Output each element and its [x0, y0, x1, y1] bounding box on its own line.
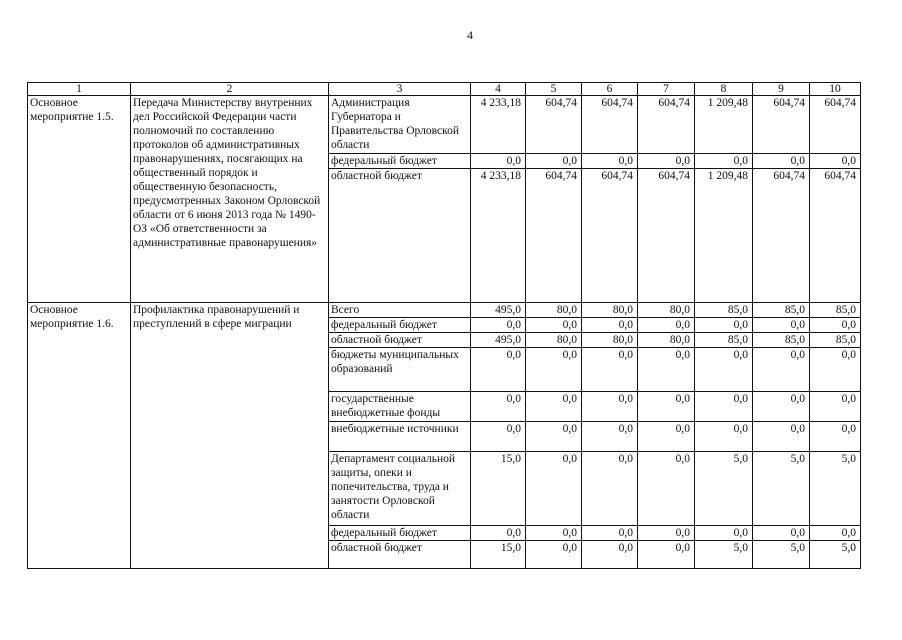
value-cell: 0,0: [695, 392, 753, 422]
value-cell: 0,0: [471, 348, 526, 392]
value-cell: 0,0: [471, 154, 526, 169]
funding-source: областной бюджет: [329, 541, 471, 569]
value-cell: 4 233,18: [471, 96, 526, 154]
table-row: [28, 303, 861, 318]
value-cell: 80,0: [638, 333, 695, 348]
value-cell: 0,0: [526, 318, 582, 333]
value-cell: 0,0: [638, 392, 695, 422]
value-cell: 0,0: [810, 318, 861, 333]
funding-source: Всего: [329, 303, 471, 318]
value-cell: 85,0: [695, 303, 753, 318]
value-cell: 0,0: [582, 452, 638, 526]
value-cell: 0,0: [526, 154, 582, 169]
value-cell: 604,74: [753, 96, 810, 154]
value-cell: 0,0: [638, 154, 695, 169]
header-cell: 5: [526, 83, 582, 96]
funding-source: областной бюджет: [329, 333, 471, 348]
value-cell: 0,0: [582, 348, 638, 392]
value-cell: 1 209,48: [695, 96, 753, 154]
value-cell: 80,0: [638, 303, 695, 318]
value-cell: 0,0: [582, 392, 638, 422]
value-cell: 0,0: [582, 541, 638, 569]
value-cell: 80,0: [582, 303, 638, 318]
value-cell: 0,0: [526, 541, 582, 569]
value-cell: 5,0: [810, 452, 861, 526]
header-cell: 4: [471, 83, 526, 96]
value-cell: 0,0: [695, 318, 753, 333]
table-row: [28, 96, 861, 154]
value-cell: 0,0: [810, 154, 861, 169]
header-cell: 6: [582, 83, 638, 96]
value-cell: 5,0: [695, 452, 753, 526]
header-cell: 7: [638, 83, 695, 96]
value-cell: 0,0: [471, 526, 526, 541]
value-cell: 1 209,48: [695, 169, 753, 303]
value-cell: 0,0: [526, 348, 582, 392]
value-cell: 0,0: [471, 392, 526, 422]
measure-label: Основное мероприятие 1.5.: [28, 96, 131, 303]
value-cell: 0,0: [753, 526, 810, 541]
funding-source: Администрация Губернатора и Правительства Орловской области: [329, 96, 471, 154]
header-cell: 8: [695, 83, 753, 96]
measure-description: Передача Министерству внутренних дел Российской Федерации части полномочий по составлению протоколов об административных правонарушениях, посягающих на общественный порядок и общественную безопасность, предусмотренных Законом Орловской области от 6 июня 2013 года № 1490-ОЗ «Об ответственности за административные правонарушения»: [131, 96, 329, 303]
value-cell: 0,0: [810, 422, 861, 452]
value-cell: 0,0: [695, 154, 753, 169]
funding-source: внебюджетные источники: [329, 422, 471, 452]
value-cell: 604,74: [810, 169, 861, 303]
value-cell: 0,0: [638, 526, 695, 541]
funding-source: областной бюджет: [329, 169, 471, 303]
value-cell: 0,0: [526, 452, 582, 526]
value-cell: 15,0: [471, 541, 526, 569]
header-cell: 10: [810, 83, 861, 96]
value-cell: 604,74: [753, 169, 810, 303]
value-cell: 604,74: [526, 96, 582, 154]
value-cell: 0,0: [638, 348, 695, 392]
header-row: [28, 83, 861, 96]
value-cell: 15,0: [471, 452, 526, 526]
value-cell: 0,0: [582, 318, 638, 333]
value-cell: 0,0: [695, 422, 753, 452]
value-cell: 85,0: [753, 303, 810, 318]
value-cell: 85,0: [753, 333, 810, 348]
value-cell: 0,0: [810, 526, 861, 541]
value-cell: 85,0: [810, 303, 861, 318]
budget-table: [27, 82, 861, 569]
funding-source: федеральный бюджет: [329, 526, 471, 541]
measure-description: Профилактика правонарушений и преступлений в сфере миграции: [131, 303, 329, 569]
value-cell: 5,0: [753, 452, 810, 526]
funding-source: бюджеты муниципальных образований: [329, 348, 471, 392]
value-cell: 5,0: [753, 541, 810, 569]
page-number: 4: [467, 28, 473, 42]
header-cell: 3: [329, 83, 471, 96]
value-cell: 85,0: [695, 333, 753, 348]
value-cell: 5,0: [695, 541, 753, 569]
header-cell: 1: [28, 83, 131, 96]
funding-source: государственные внебюджетные фонды: [329, 392, 471, 422]
value-cell: 604,74: [810, 96, 861, 154]
value-cell: 0,0: [753, 422, 810, 452]
value-cell: 604,74: [526, 169, 582, 303]
measure-label: Основное мероприятие 1.6.: [28, 303, 131, 569]
value-cell: 0,0: [526, 526, 582, 541]
header-cell: 2: [131, 83, 329, 96]
value-cell: 0,0: [753, 392, 810, 422]
value-cell: 0,0: [471, 422, 526, 452]
value-cell: 80,0: [526, 303, 582, 318]
value-cell: 0,0: [471, 318, 526, 333]
value-cell: 85,0: [810, 333, 861, 348]
value-cell: 0,0: [638, 452, 695, 526]
value-cell: 0,0: [526, 422, 582, 452]
value-cell: 0,0: [753, 348, 810, 392]
value-cell: 0,0: [753, 318, 810, 333]
value-cell: 0,0: [810, 392, 861, 422]
value-cell: 0,0: [526, 392, 582, 422]
value-cell: 80,0: [582, 333, 638, 348]
value-cell: 604,74: [582, 96, 638, 154]
value-cell: 80,0: [526, 333, 582, 348]
value-cell: 0,0: [810, 348, 861, 392]
value-cell: 604,74: [582, 169, 638, 303]
value-cell: 0,0: [582, 422, 638, 452]
value-cell: 495,0: [471, 303, 526, 318]
funding-source: федеральный бюджет: [329, 318, 471, 333]
value-cell: 604,74: [638, 169, 695, 303]
value-cell: 0,0: [582, 154, 638, 169]
value-cell: 0,0: [638, 422, 695, 452]
funding-source: Департамент социальной защиты, опеки и попечительства, труда и занятости Орловской области: [329, 452, 471, 526]
value-cell: 0,0: [638, 541, 695, 569]
funding-source: федеральный бюджет: [329, 154, 471, 169]
value-cell: 0,0: [582, 526, 638, 541]
value-cell: 0,0: [753, 154, 810, 169]
value-cell: 5,0: [810, 541, 861, 569]
value-cell: 4 233,18: [471, 169, 526, 303]
value-cell: 0,0: [695, 526, 753, 541]
value-cell: 0,0: [695, 348, 753, 392]
header-cell: 9: [753, 83, 810, 96]
value-cell: 604,74: [638, 96, 695, 154]
value-cell: 495,0: [471, 333, 526, 348]
value-cell: 0,0: [638, 318, 695, 333]
